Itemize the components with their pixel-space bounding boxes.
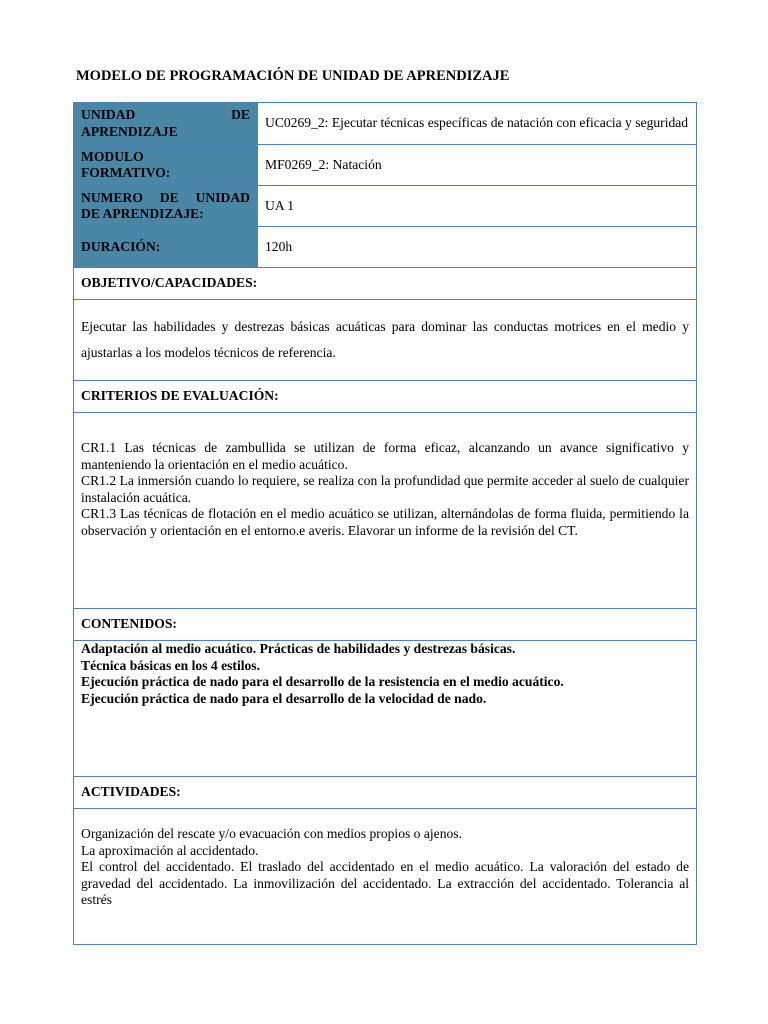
field-value-numero: UA 1	[258, 186, 697, 227]
section-body-objetivo: Ejecutar las habilidades y destrezas básicas acuáticas para dominar las conductas motrices en el medio y ajustarlas a los modelos técnicos de referencia.	[74, 300, 697, 381]
section-body-contenidos	[74, 641, 697, 777]
section-heading-row	[74, 381, 697, 413]
section-heading-row	[74, 268, 697, 300]
field-label-numero	[74, 186, 258, 227]
label-word: FORMATIVO:	[81, 165, 171, 180]
section-heading-actividades: ACTIVIDADES:	[74, 777, 697, 809]
label-word: MODULO	[81, 148, 144, 164]
section-heading-contenidos: CONTENIDOS:	[74, 609, 697, 641]
section-heading-criterios: CRITERIOS DE EVALUACIÓN:	[74, 381, 697, 413]
section-heading-row	[74, 777, 697, 809]
label-word: UNIDAD	[81, 107, 136, 122]
criterion-item: CR1.1 Las técnicas de zambullida se utilizan de forma eficaz, alcanzando un avance significativo y manteniendo la orientación en el medio acuático.	[81, 440, 689, 472]
section-heading-row	[74, 609, 697, 641]
section-body-actividades	[74, 809, 697, 945]
field-value-unidad: UC0269_2: Ejecutar técnicas específicas de natación con eficacia y seguridad	[258, 103, 697, 145]
criterion-item: CR1.2 La inmersión cuando lo requiere, se realiza con la profundidad que permite acceder al suelo de cualquier instalación acuática.	[81, 473, 689, 505]
section-body-row	[74, 413, 697, 609]
section-heading-objetivo: OBJETIVO/CAPACIDADES:	[74, 268, 697, 300]
field-value-duracion: 120h	[258, 227, 697, 268]
content-item: Adaptación al medio acuático. Prácticas de habilidades y destrezas básicas.	[81, 641, 516, 656]
field-label-modulo	[74, 145, 258, 186]
activity-item: La aproximación al accidentado.	[81, 842, 259, 858]
activity-item: El control del accidentado. El traslado del accidentado en el medio acuático. La valoración del estado de gravedad del accidentado. La inmovilización del accidentado. La extracción del accidentado. Tolerancia al estrés	[81, 859, 689, 907]
label-word: DE	[231, 107, 250, 122]
field-row-numero	[74, 186, 697, 227]
programming-form-table	[73, 102, 697, 945]
label-word: APRENDIZAJE	[81, 123, 178, 139]
field-value-modulo: MF0269_2: Natación	[258, 145, 697, 186]
field-row-unidad	[74, 103, 697, 145]
section-body-row	[74, 809, 697, 945]
criterion-item: CR1.3 Las técnicas de flotación en el medio acuático se utilizan, alternándolas de forma fluida, permitiendo la observación y orientación en el entorno.e averis. Elavorar un informe de la revisión del CT.	[81, 506, 689, 538]
content-item: Ejecución práctica de nado para el desarrollo de la velocidad de nado.	[81, 690, 487, 706]
field-row-duracion	[74, 227, 697, 268]
content-item: Técnica básicas en los 4 estilos.	[81, 657, 260, 673]
section-body-row	[74, 300, 697, 381]
label-word: DE APRENDIZAJE:	[81, 206, 204, 221]
label-word: NUMERO DE UNIDAD	[81, 189, 250, 205]
field-label-duracion: DURACIÓN:	[74, 227, 258, 268]
document-title: MODELO DE PROGRAMACIÓN DE UNIDAD DE APRENDIZAJE	[76, 68, 510, 84]
field-row-modulo	[74, 145, 697, 186]
content-item: Ejecución práctica de nado para el desarrollo de la resistencia en el medio acuático.	[81, 674, 564, 689]
activity-item: Organización del rescate y/o evacuación con medios propios o ajenos.	[81, 826, 462, 841]
section-body-row	[74, 641, 697, 777]
section-body-criterios	[74, 413, 697, 609]
field-label-unidad	[74, 103, 258, 145]
